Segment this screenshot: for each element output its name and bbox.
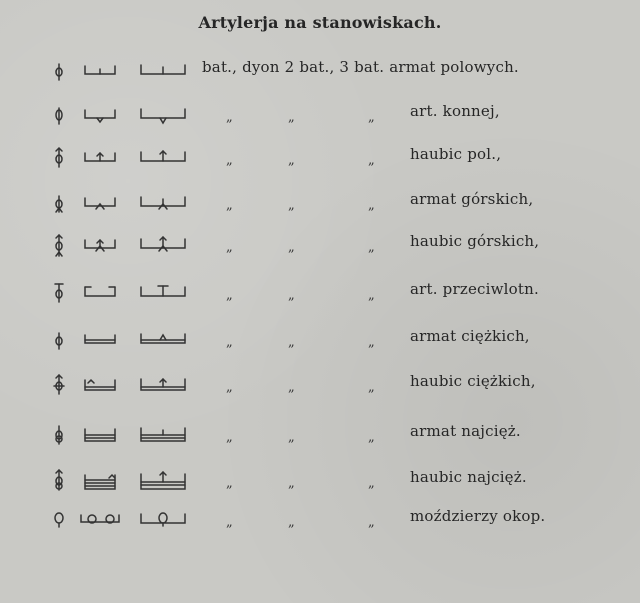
single-gun-symbol-icon bbox=[52, 278, 66, 308]
legend-row-gorskie bbox=[0, 188, 640, 218]
ditto-mark: „ bbox=[368, 153, 375, 168]
battery-symbol-icon bbox=[82, 100, 118, 130]
single-gun-symbol-icon bbox=[52, 370, 66, 400]
ditto-mark: „ bbox=[368, 335, 375, 350]
ditto-mark: „ bbox=[288, 380, 295, 395]
battery-symbol-icon bbox=[82, 370, 118, 400]
ditto-mark: „ bbox=[226, 335, 233, 350]
mortar-group-symbol-icon bbox=[138, 505, 188, 535]
battery-symbol-icon bbox=[82, 143, 118, 173]
legend-row-haubice-gorskie bbox=[0, 230, 640, 260]
row-label: art. przeciwlotn. bbox=[410, 280, 539, 298]
ditto-mark: „ bbox=[368, 515, 375, 530]
ditto-mark: „ bbox=[288, 240, 295, 255]
ditto-mark: „ bbox=[288, 430, 295, 445]
ditto-mark: „ bbox=[226, 110, 233, 125]
ditto-mark: „ bbox=[288, 476, 295, 491]
ditto-mark: „ bbox=[226, 288, 233, 303]
ditto-mark: „ bbox=[368, 430, 375, 445]
battery-symbol-icon bbox=[82, 325, 118, 355]
ditto-mark: „ bbox=[226, 515, 233, 530]
battery-symbol-icon bbox=[82, 230, 118, 260]
row-label: armat najcięż. bbox=[410, 422, 521, 440]
single-gun-symbol-icon bbox=[52, 143, 66, 173]
row-label: art. konnej, bbox=[410, 102, 500, 120]
group-symbol-icon bbox=[138, 278, 188, 308]
legend-row-konna bbox=[0, 100, 640, 130]
ditto-mark: „ bbox=[226, 240, 233, 255]
row-label: bat., dyon 2 bat., 3 bat. armat polowych. bbox=[202, 58, 519, 76]
row-label: moździerzy okop. bbox=[410, 507, 546, 525]
ditto-mark: „ bbox=[368, 198, 375, 213]
group-symbol-icon bbox=[138, 420, 188, 450]
row-label: haubic najcięż. bbox=[410, 468, 527, 486]
group-symbol-icon bbox=[138, 325, 188, 355]
row-label: haubic pol., bbox=[410, 145, 502, 163]
legend-row-haubice-ciezkie bbox=[0, 370, 640, 400]
group-symbol-icon bbox=[138, 56, 188, 86]
legend-row-najciezsze bbox=[0, 420, 640, 450]
ditto-mark: „ bbox=[288, 515, 295, 530]
ditto-mark: „ bbox=[288, 288, 295, 303]
single-gun-symbol-icon bbox=[52, 188, 66, 218]
single-gun-symbol-icon bbox=[52, 420, 66, 450]
group-symbol-icon bbox=[138, 143, 188, 173]
ditto-mark: „ bbox=[226, 153, 233, 168]
legend-row-haubice-pol bbox=[0, 143, 640, 173]
mortar-symbol-icon bbox=[50, 505, 68, 535]
group-symbol-icon bbox=[138, 100, 188, 130]
row-label: haubic górskich, bbox=[410, 232, 540, 250]
legend-row-przeciwlotnicza bbox=[0, 278, 640, 308]
mortar-battery-symbol-icon bbox=[78, 505, 122, 535]
ditto-mark: „ bbox=[226, 198, 233, 213]
row-label: armat ciężkich, bbox=[410, 327, 530, 345]
battery-symbol-icon bbox=[82, 278, 118, 308]
ditto-mark: „ bbox=[226, 430, 233, 445]
ditto-mark: „ bbox=[288, 198, 295, 213]
legend-row-polowe bbox=[0, 56, 640, 86]
ditto-mark: „ bbox=[226, 476, 233, 491]
ditto-mark: „ bbox=[368, 476, 375, 491]
group-symbol-icon bbox=[138, 466, 188, 496]
single-gun-symbol-icon bbox=[52, 230, 66, 260]
ditto-mark: „ bbox=[368, 240, 375, 255]
row-label: armat górskich, bbox=[410, 190, 534, 208]
ditto-mark: „ bbox=[288, 110, 295, 125]
group-symbol-icon bbox=[138, 370, 188, 400]
single-gun-symbol-icon bbox=[52, 466, 66, 496]
single-gun-symbol-icon bbox=[52, 100, 66, 130]
legend-row-mozdzierze bbox=[0, 505, 640, 535]
battery-symbol-icon bbox=[82, 420, 118, 450]
legend-row-haubice-najciezsze bbox=[0, 466, 640, 496]
battery-symbol-icon bbox=[82, 188, 118, 218]
legend-row-ciezkie bbox=[0, 325, 640, 355]
ditto-mark: „ bbox=[288, 153, 295, 168]
group-symbol-icon bbox=[138, 230, 188, 260]
battery-symbol-icon bbox=[82, 56, 118, 86]
single-gun-symbol-icon bbox=[52, 325, 66, 355]
battery-symbol-icon bbox=[82, 466, 118, 496]
row-label: haubic ciężkich, bbox=[410, 372, 536, 390]
group-symbol-icon bbox=[138, 188, 188, 218]
ditto-mark: „ bbox=[368, 380, 375, 395]
page-title: Artylerja na stanowiskach. bbox=[198, 13, 442, 32]
ditto-mark: „ bbox=[288, 335, 295, 350]
ditto-mark: „ bbox=[226, 380, 233, 395]
ditto-mark: „ bbox=[368, 110, 375, 125]
single-gun-symbol-icon bbox=[52, 56, 66, 86]
ditto-mark: „ bbox=[368, 288, 375, 303]
